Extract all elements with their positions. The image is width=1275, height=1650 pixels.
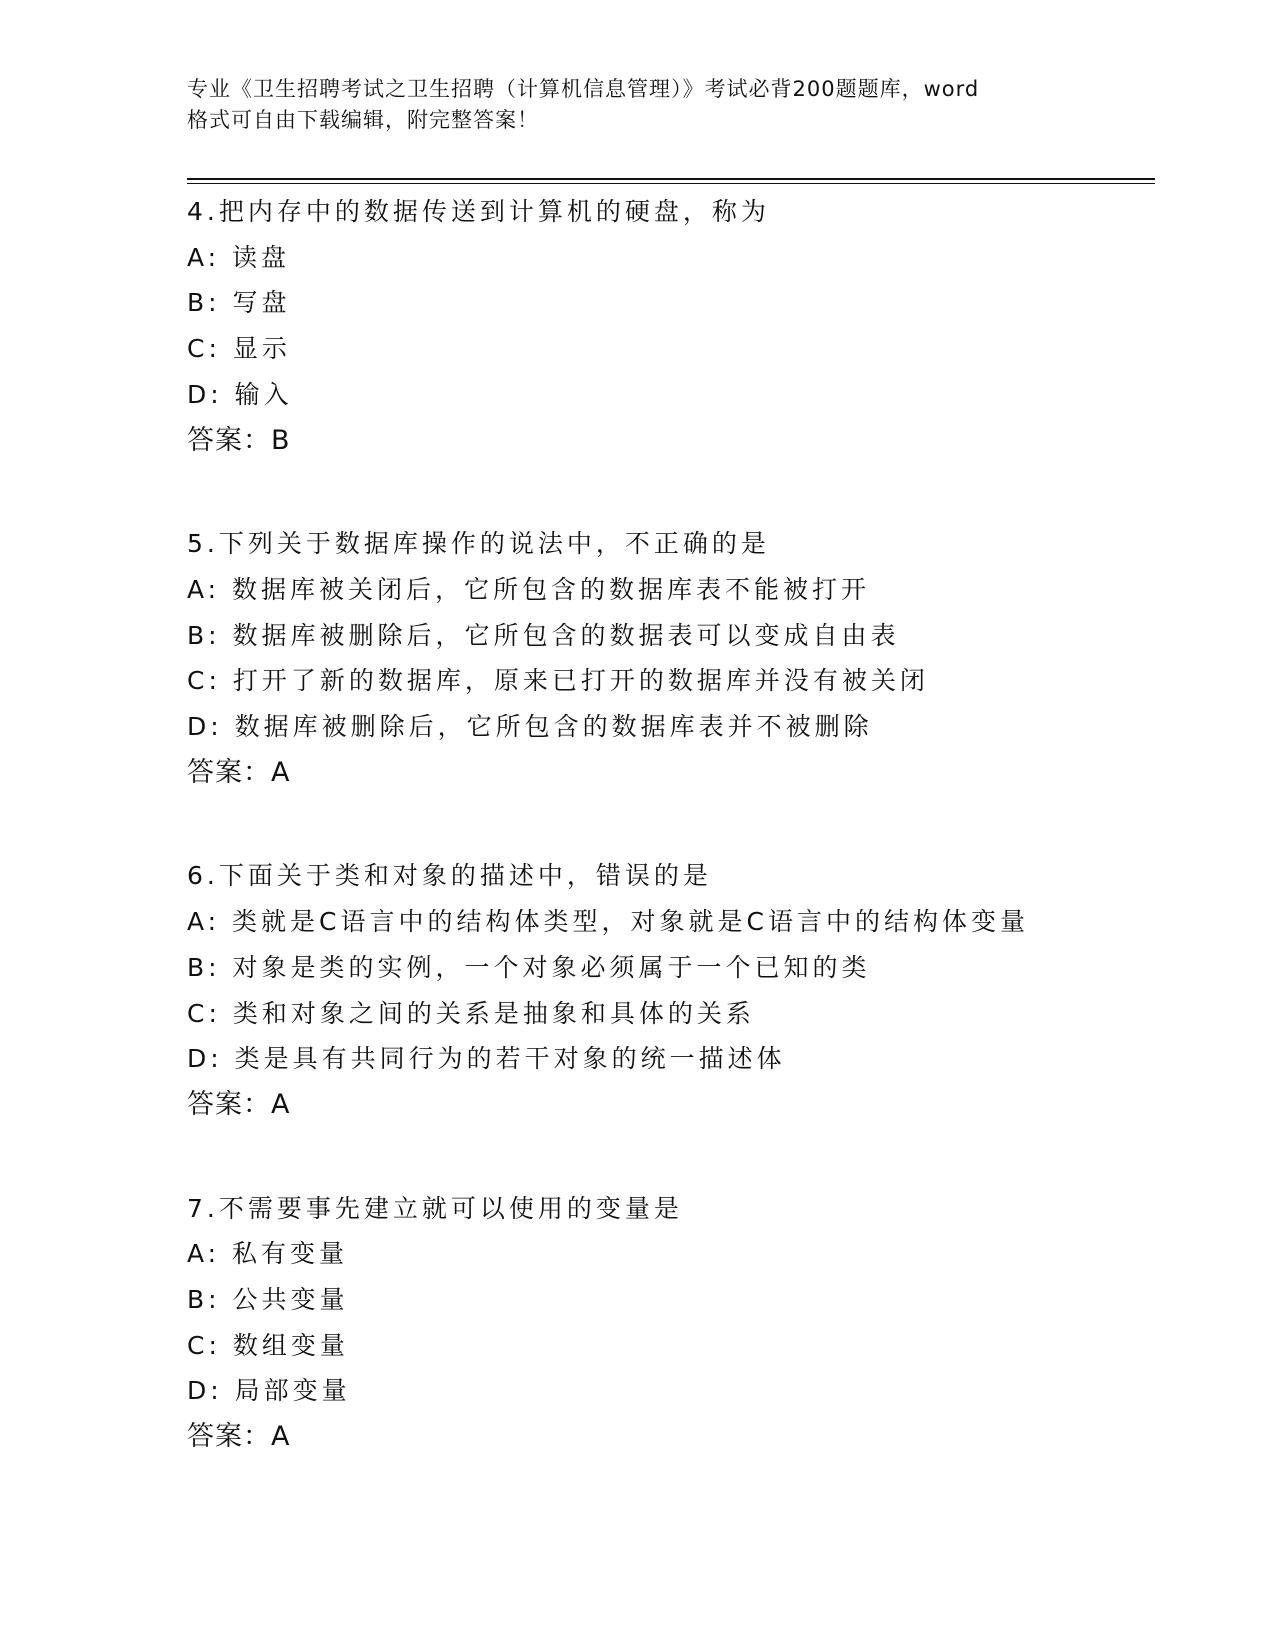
option-d: D: 数据库被删除后，它所包含的数据库表并不被删除	[187, 712, 873, 742]
question-list	[187, 189, 1147, 1518]
answer-line: 答案：A	[187, 756, 291, 788]
option-c: C: 打开了新的数据库，原来已打开的数据库并没有被关闭	[187, 666, 929, 696]
option-b: B: 公共变量	[187, 1285, 349, 1315]
header-divider-thin	[187, 183, 1155, 184]
question-stem: 5.下列关于数据库操作的说法中，不正确的是	[187, 529, 770, 559]
question-stem: 4.把内存中的数据传送到计算机的硬盘，称为	[187, 197, 770, 226]
answer-line: 答案：B	[187, 424, 291, 456]
header-divider-thick	[187, 178, 1155, 180]
option-b: B: 写盘	[187, 288, 291, 318]
document-header	[187, 74, 1107, 136]
option-a: A: 数据库被关闭后，它所包含的数据库表不能被打开	[187, 574, 871, 604]
answer-line: 答案：A	[187, 1421, 291, 1453]
option-c: C: 类和对象之间的关系是抽象和具体的关系	[187, 998, 755, 1028]
question-5	[187, 521, 1147, 795]
option-c: C: 显示	[187, 334, 291, 364]
option-a: A: 私有变量	[187, 1239, 349, 1269]
option-d: D: 输入	[187, 379, 293, 409]
header-title-line-1: 专业《卫生招聘考试之卫生招聘（计算机信息管理）》考试必背200题题库，word	[187, 77, 980, 101]
question-stem: 7.不需要事先建立就可以使用的变量是	[187, 1193, 683, 1223]
option-d: D: 类是具有共同行为的若干对象的统一描述体	[187, 1044, 786, 1074]
option-b: B: 对象是类的实例，一个对象必须属于一个已知的类	[187, 952, 871, 982]
question-7	[187, 1186, 1147, 1460]
option-a: A: 读盘	[187, 242, 291, 272]
answer-line: 答案：A	[187, 1088, 291, 1120]
option-b: B: 数据库被删除后，它所包含的数据表可以变成自由表	[187, 620, 900, 650]
option-d: D: 局部变量	[187, 1376, 351, 1406]
question-6	[187, 853, 1147, 1127]
option-a: A: 类就是C语言中的结构体类型，对象就是C语言中的结构体变量	[187, 907, 1029, 937]
question-4	[187, 189, 1147, 463]
header-title-line-2: 格式可自由下载编辑，附完整答案！	[187, 108, 539, 132]
option-c: C: 数组变量	[187, 1330, 349, 1360]
question-stem: 6.下面关于类和对象的描述中，错误的是	[187, 861, 712, 891]
